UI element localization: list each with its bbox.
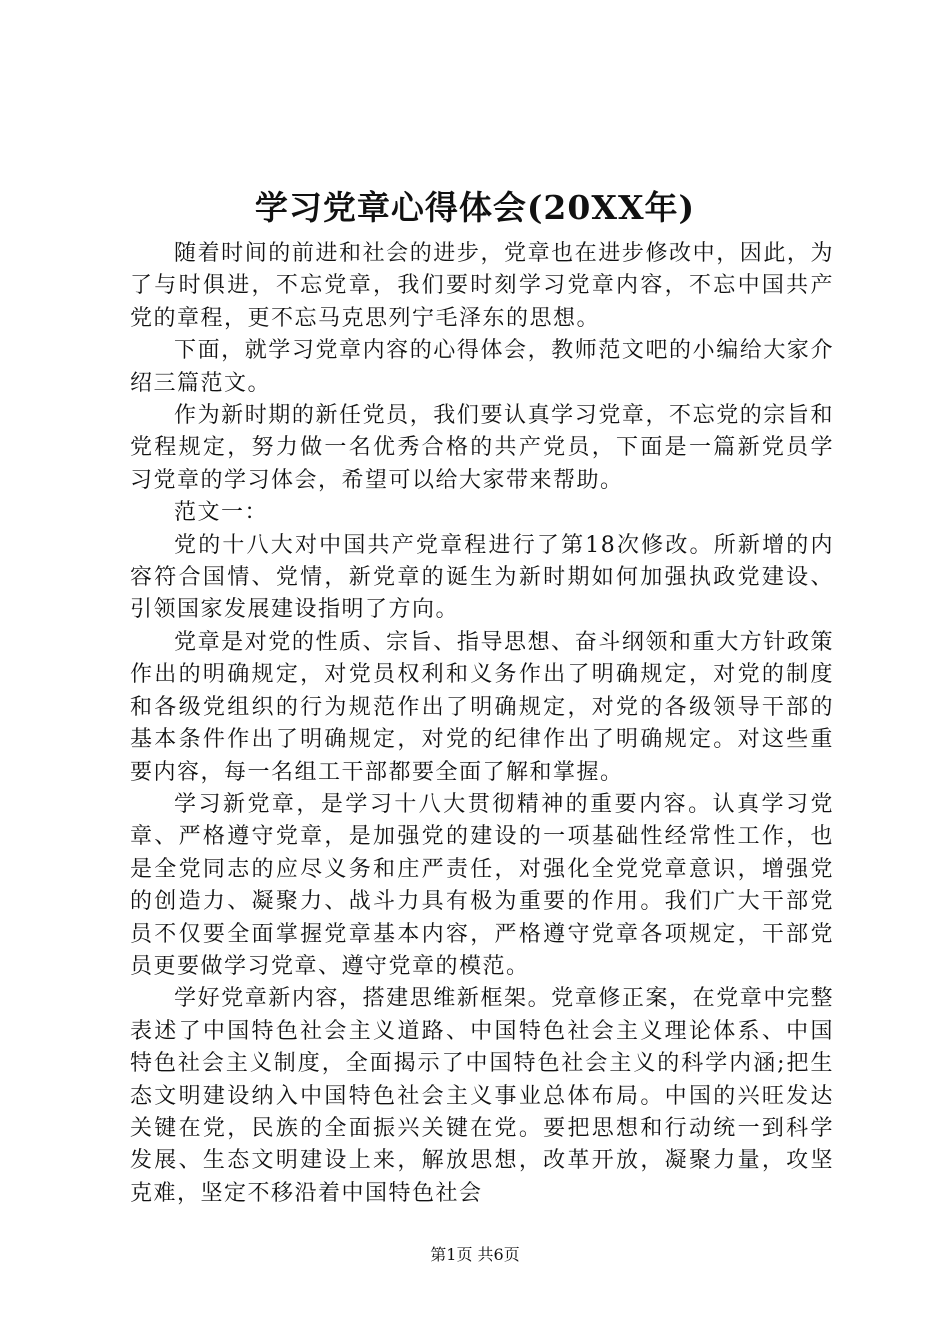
paragraph: 作为新时期的新任党员，我们要认真学习党章，不忘党的宗旨和党程规定，努力做一名优秀合格的共产党员，下面是一篇新党员学习党章的学习体会，希望可以给大家带来帮助。: [130, 403, 834, 493]
paragraph: 随着时间的前进和社会的进步，党章也在进步修改中，因此，为了与时俱进，不忘党章，我们要时刻学习党章内容，不忘中国共产党的章程，更不忘马克思列宁毛泽东的思想。: [130, 241, 834, 331]
paragraph: 党的十八大对中国共产党章程进行了第18次修改。所新增的内容符合国情、党情，新党章的诞生为新时期如何加强执政党建设、引领国家发展建设指明了方向。: [130, 532, 834, 623]
paragraph: 学习新党章，是学习十八大贯彻精神的重要内容。认真学习党章、严格遵守党章，是加强党的建设的一项基础性经常性工作，也是全党同志的应尽义务和庄严责任，对强化全党党章意识，增强党的创造力、凝聚力、战斗力具有极为重要的作用。我们广大干部党员不仅要全面掌握党章基本内容，严格遵守党章各项规定，干部党员更要做学习党章、遵守党章的模范。: [130, 791, 834, 979]
page-number-footer: 第1页 共6页: [430, 1245, 520, 1264]
paragraph: 范文一：: [174, 500, 269, 526]
paragraph: 学好党章新内容，搭建思维新框架。党章修正案，在党章中完整表述了中国特色社会主义道路、中国特色社会主义理论体系、中国特色社会主义制度，全面揭示了中国特色社会主义的科学内涵;把生态文明建设纳入中国特色社会主义事业总体布局。中国的兴旺发达关键在党，民族的全面振兴关键在党。要把思想和行动统一到科学发展、生态文明建设上来，解放思想，改革开放，凝聚力量，攻坚克难，坚定不移沿着中国特色社会: [130, 986, 834, 1206]
document-body: [130, 238, 834, 1210]
paragraph: 党章是对党的性质、宗旨、指导思想、奋斗纲领和重大方针政策作出的明确规定，对党员权利和义务作出了明确规定，对党的制度和各级党组织的行为规范作出了明确规定，对党的各级领导干部的基本条件作出了明确规定，对党的纪律作出了明确规定。对这些重要内容，每一名组工干部都要全面了解和掌握。: [130, 629, 834, 785]
document-title: 学习党章心得体会(20XX年): [254, 188, 696, 227]
paragraph: 下面，就学习党章内容的心得体会，教师范文吧的小编给大家介绍三篇范文。: [130, 338, 834, 396]
